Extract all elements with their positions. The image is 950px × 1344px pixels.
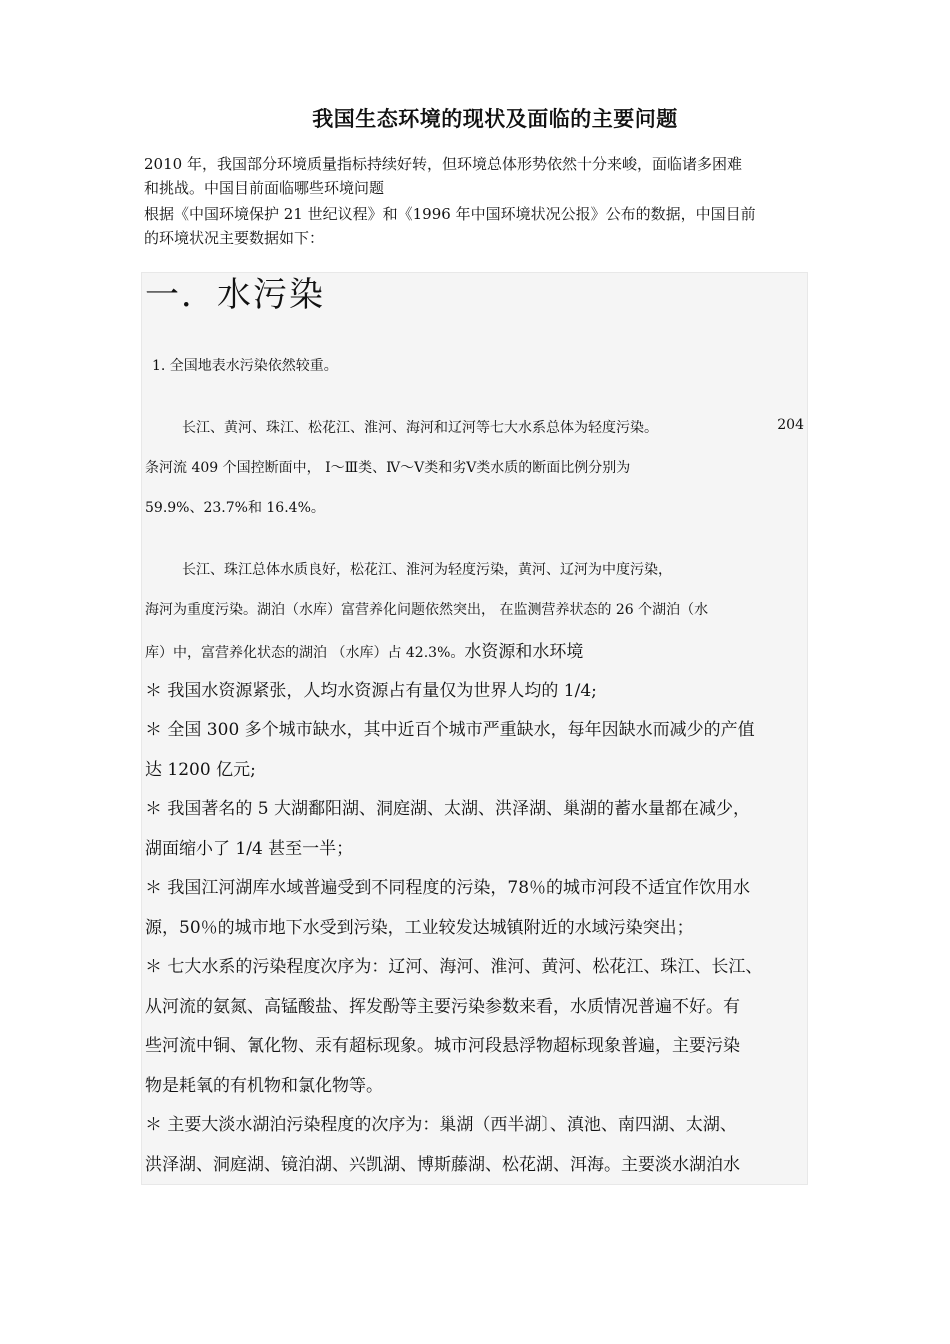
subsection-heading: 水资源和水环境 <box>464 642 584 662</box>
paragraph-line: 海河为重度污染。湖泊（水库）富营养化问题依然突出， 在监测营养状态的 26 个湖泊（水 <box>145 602 709 618</box>
bullet-line: ＊ 我国水资源紧张，人均水资源占有量仅为世界人均的 1/4; <box>145 681 597 701</box>
section-heading: 一．水污染 <box>145 275 325 315</box>
bullet-line: ＊ 全国 300 多个城市缺水，其中近百个城市严重缺水，每年因缺水而减少的产值 <box>145 720 755 740</box>
paragraph-text: 204 <box>777 417 804 433</box>
paragraph-line <box>145 637 808 662</box>
intro-line: 和挑战。中国目前面临哪些环境问题 <box>144 179 385 197</box>
content-panel <box>141 272 808 1185</box>
bullet-line: ＊ 主要大淡水湖泊污染程度的次序为：巢湖（西半湖〕、滇池、南四湖、太湖、 <box>145 1115 737 1135</box>
bullet-line: 源，50％的城市地下水受到污染，工业较发达城镇附近的水域污染突出； <box>145 918 694 938</box>
paragraph-line: 59.9%、23.7%和 16.4%。 <box>145 500 325 516</box>
intro-line: 2010 年，我国部分环境质量指标持续好转，但环境总体形势依然十分来峻，面临诸多困难 <box>144 155 742 173</box>
intro-paragraph-1 <box>144 152 812 200</box>
list-item-title: 1. 全国地表水污染依然较重。 <box>152 358 338 374</box>
bullet-line: 物是耗氧的有机物和氯化物等。 <box>145 1076 383 1096</box>
bullet-line: ＊ 七大水系的污染程度次序为：辽河、海河、淮河、黄河、松花江、珠江、长江、 <box>145 957 763 977</box>
bullet-line: ＊ 我国著名的 5 大湖鄱阳湖、洞庭湖、太湖、洪泽湖、巢湖的蓄水量都在减少， <box>145 799 751 819</box>
paragraph-text: 库）中，富营养化状态的湖泊 （水库）占 42.3%。 <box>145 645 465 661</box>
bullet-line: 些河流中铜、氰化物、汞有超标现象。城市河段悬浮物超标现象普遍，主要污染 <box>145 1036 740 1056</box>
paragraph-line <box>182 417 804 437</box>
paragraph-line: 长江、珠江总体水质良好，松花江、淮河为轻度污染，黄河、辽河为中度污染， <box>182 562 672 578</box>
bullet-line: 从河流的氨氮、高锰酸盐、挥发酚等主要污染参数来看，水质情况普遍不好。有 <box>145 997 740 1017</box>
paragraph-line: 条河流 409 个国控断面中， Ⅰ～Ⅲ类、Ⅳ～Ⅴ类和劣Ⅴ类水质的断面比例分别为 <box>145 460 631 476</box>
paragraph-text: 长江、黄河、珠江、松花江、淮河、海河和辽河等七大水系总体为轻度污染。 <box>182 420 658 436</box>
intro-line: 根据《中国环境保护 21 世纪议程》和《1996 年中国环境状况公报》公布的数据，中国目前 <box>144 205 756 223</box>
bullet-line: 达 1200 亿元; <box>145 760 256 780</box>
bullet-line: 湖面缩小了 1/4 甚至一半； <box>145 839 354 859</box>
intro-paragraph-2 <box>144 202 812 250</box>
bullet-line: 洪泽湖、洞庭湖、镜泊湖、兴凯湖、博斯藤湖、松花湖、洱海。主要淡水湖泊水 <box>145 1155 740 1175</box>
document-title: 我国生态环境的现状及面临的主要问题 <box>312 107 678 131</box>
intro-line: 的环境状况主要数据如下： <box>144 229 325 247</box>
bullet-line: ＊ 我国江河湖库水域普遍受到不同程度的污染，78％的城市河段不适宜作饮用水 <box>145 878 751 898</box>
